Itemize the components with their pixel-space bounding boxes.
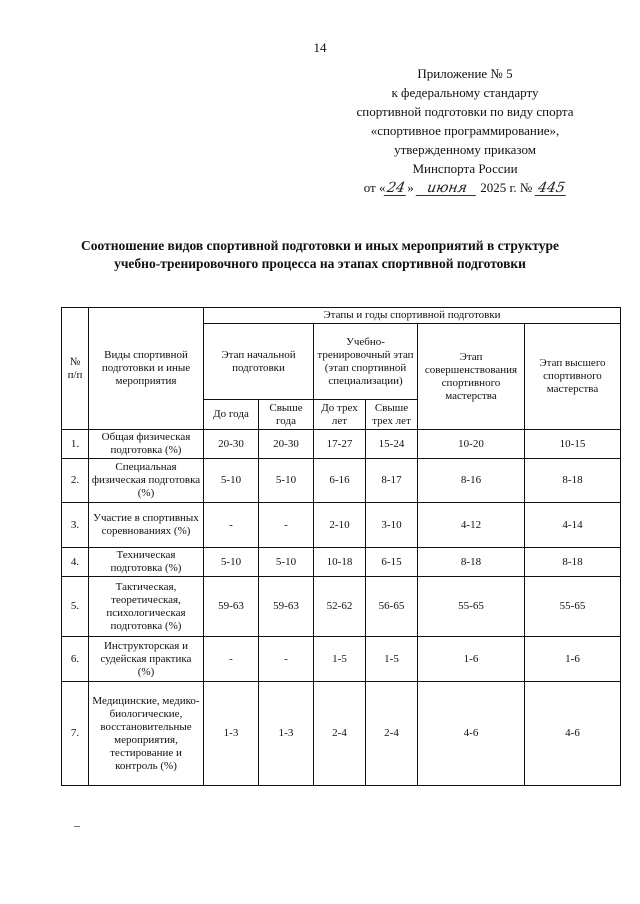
document-heading: [40, 237, 600, 273]
cell-value: 2-10: [314, 503, 366, 548]
date-year: 2025 г. №: [480, 180, 533, 195]
scan-mark: [74, 826, 80, 827]
header-num: № п/п: [62, 308, 89, 430]
cell-value: 4-12: [418, 503, 525, 548]
header-over-year: Свыше года: [259, 400, 314, 430]
header-stage-higher: Этап высшего спортивного мастерства: [525, 324, 621, 430]
table-row: [62, 548, 621, 577]
header-stage-improvement: Этап совершенствования спортивного мастерства: [418, 324, 525, 430]
date-prefix: от «: [363, 180, 386, 195]
table-row: [62, 637, 621, 682]
date-day-handwritten: 24: [386, 180, 407, 196]
heading-line: Соотношение видов спортивной подготовки и иных мероприятий в структуре: [81, 238, 559, 253]
cell-value: 2-4: [314, 682, 366, 786]
cell-value: 59-63: [204, 577, 259, 637]
cell-value: 52-62: [314, 577, 366, 637]
cell-value: 55-65: [418, 577, 525, 637]
appendix-line: утвержденному приказом: [394, 142, 536, 157]
cell-value: 4-6: [525, 682, 621, 786]
cell-value: 17-27: [314, 430, 366, 459]
row-name: Общая физическая подготовка (%): [89, 430, 204, 459]
cell-value: 10-15: [525, 430, 621, 459]
appendix-block: [300, 64, 630, 197]
header-stages: Этапы и годы спортивной подготовки: [204, 308, 621, 324]
order-number-handwritten: 445: [536, 180, 566, 196]
appendix-line: к федеральному стандарту: [391, 85, 539, 100]
cell-value: 3-10: [366, 503, 418, 548]
cell-value: 6-15: [366, 548, 418, 577]
cell-value: 8-17: [366, 459, 418, 503]
cell-value: 1-5: [366, 637, 418, 682]
cell-value: 1-3: [259, 682, 314, 786]
cell-value: -: [259, 637, 314, 682]
cell-value: 1-5: [314, 637, 366, 682]
cell-value: 20-30: [259, 430, 314, 459]
header-stage-initial: Этап начальной подготовки: [204, 324, 314, 400]
appendix-line: Минспорта России: [412, 161, 518, 176]
cell-value: 1-6: [418, 637, 525, 682]
row-num: 3.: [62, 503, 89, 548]
row-name: Техническая подготовка (%): [89, 548, 204, 577]
appendix-line: Приложение № 5: [417, 66, 513, 81]
training-ratio-table: [61, 307, 621, 786]
row-num: 6.: [62, 637, 89, 682]
cell-value: 10-20: [418, 430, 525, 459]
table-row: [62, 503, 621, 548]
heading-line: учебно-тренировочного процесса на этапах спортивной подготовки: [114, 256, 526, 271]
cell-value: 5-10: [259, 459, 314, 503]
row-num: 7.: [62, 682, 89, 786]
header-up-to-three: До трех лет: [314, 400, 366, 430]
cell-value: 5-10: [204, 548, 259, 577]
row-num: 5.: [62, 577, 89, 637]
cell-value: -: [259, 503, 314, 548]
cell-value: 8-16: [418, 459, 525, 503]
header-type: Виды спортивной подготовки и иные мероприятия: [89, 308, 204, 430]
row-name: Инструкторская и судейская практика (%): [89, 637, 204, 682]
header-up-to-year: До года: [204, 400, 259, 430]
table-row: [62, 459, 621, 503]
cell-value: 56-65: [366, 577, 418, 637]
cell-value: 20-30: [204, 430, 259, 459]
header-stage-training: Учебно-тренировочный этап (этап спортивной специализации): [314, 324, 418, 400]
table-row: [62, 682, 621, 786]
cell-value: 10-18: [314, 548, 366, 577]
cell-value: 5-10: [204, 459, 259, 503]
row-num: 4.: [62, 548, 89, 577]
cell-value: -: [204, 503, 259, 548]
cell-value: 5-10: [259, 548, 314, 577]
cell-value: 6-16: [314, 459, 366, 503]
row-name: Участие в спортивных соревнованиях (%): [89, 503, 204, 548]
cell-value: 15-24: [366, 430, 418, 459]
header-over-three: Свыше трех лет: [366, 400, 418, 430]
row-num: 2.: [62, 459, 89, 503]
appendix-line: «спортивное программирование»,: [370, 123, 560, 138]
cell-value: 8-18: [525, 459, 621, 503]
cell-value: 1-6: [525, 637, 621, 682]
row-name: Специальная физическая подготовка (%): [89, 459, 204, 503]
order-date-line: [300, 178, 630, 197]
cell-value: 4-6: [418, 682, 525, 786]
cell-value: 59-63: [259, 577, 314, 637]
cell-value: 1-3: [204, 682, 259, 786]
cell-value: -: [204, 637, 259, 682]
cell-value: 2-4: [366, 682, 418, 786]
page-number: 14: [313, 40, 327, 55]
date-quote: »: [407, 180, 414, 195]
row-name: Медицинские, медико-биологические, восстановительные мероприятия, тестирование и контроль (%): [89, 682, 204, 786]
row-name: Тактическая, теоретическая, психологическая подготовка (%): [89, 577, 204, 637]
cell-value: 4-14: [525, 503, 621, 548]
row-num: 1.: [62, 430, 89, 459]
table-row: [62, 577, 621, 637]
appendix-line: спортивной подготовки по виду спорта: [356, 104, 574, 119]
cell-value: 8-18: [418, 548, 525, 577]
table-row: [62, 430, 621, 459]
cell-value: 55-65: [525, 577, 621, 637]
date-month-handwritten: июня: [416, 181, 479, 196]
cell-value: 8-18: [525, 548, 621, 577]
